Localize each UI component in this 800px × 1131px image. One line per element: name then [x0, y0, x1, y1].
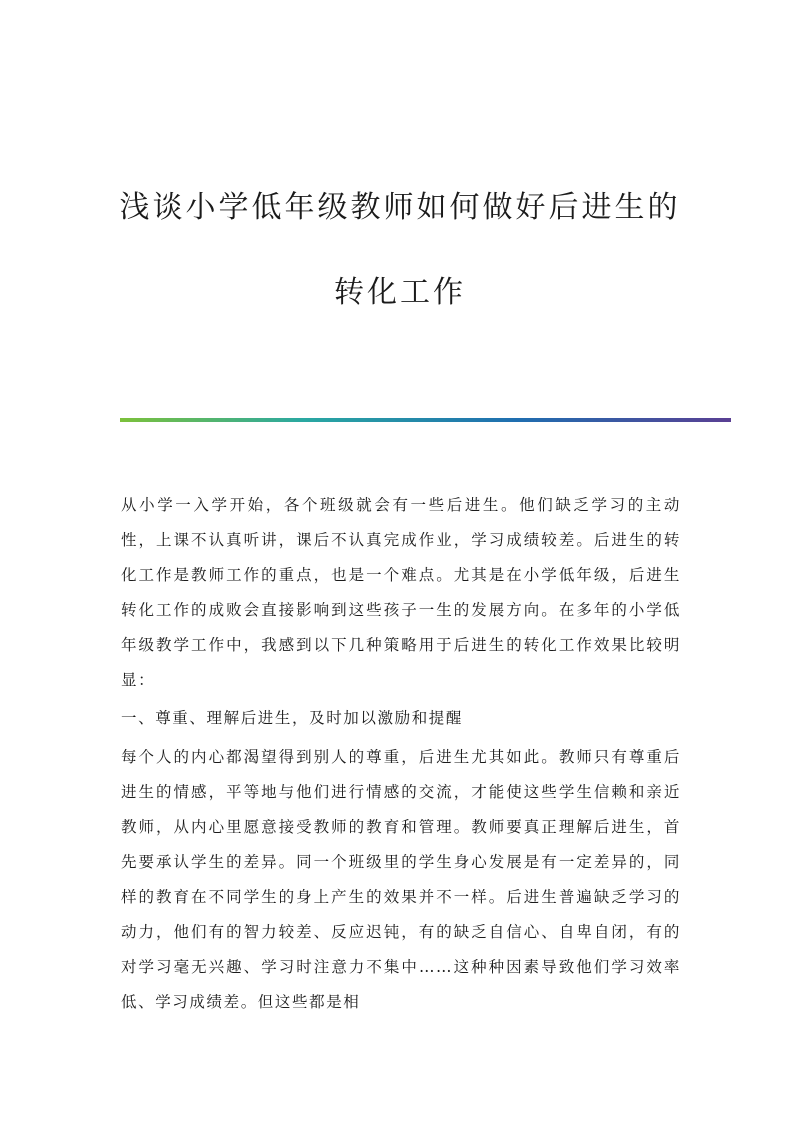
intro-paragraph: 从小学一入学开始，各个班级就会有一些后进生。他们缺乏学习的主动性，上课不认真听讲，课后不认真完成作业，学习成绩较差。后进生的转化工作是教师工作的重点，也是一个难点。尤其是在小学低年级，后进生转化工作的成败会直接影响到这些孩子一生的发展方向。在多年的小学低年级教学工作中，我感到以下几种策略用于后进生的转化工作效果比较明显：: [121, 496, 681, 689]
document-title-line-2: 转化工作: [334, 275, 466, 310]
document-title-line-1: 浅谈小学低年级教师如何做好后进生的: [119, 190, 681, 225]
document-body: [121, 488, 681, 1020]
title-divider: [120, 418, 731, 422]
section-1-paragraph: 每个人的内心都渴望得到别人的尊重，后进生尤其如此。教师只有尊重后进生的情感，平等地与他们进行情感的交流，才能使这些学生信赖和亲近教师，从内心里愿意接受教师的教育和管理。教师要真正理解后进生，首先要承认学生的差异。同一个班级里的学生身心发展是有一定差异的，同样的教育在不同学生的身上产生的效果并不一样。后进生普遍缺乏学习的动力，他们有的智力较差、反应迟钝，有的缺乏自信心、自卑自闭，有的对学习毫无兴趣、学习时注意力不集中……这种种因素导致他们学习效率低、学习成绩差。但这些都是相: [121, 748, 681, 1011]
section-1-heading: 一、尊重、理解后进生，及时加以激励和提醒: [121, 709, 464, 727]
